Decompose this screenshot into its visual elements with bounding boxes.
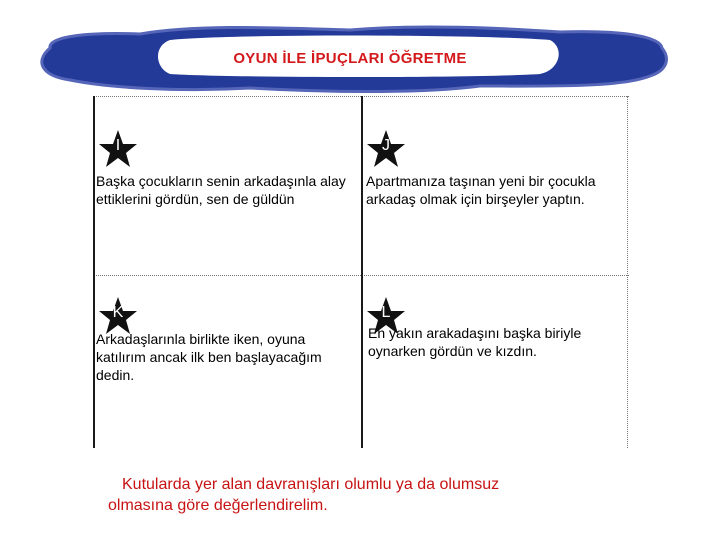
card-letter: J [382, 137, 390, 154]
card-letter: K [112, 304, 124, 321]
card-grid [93, 96, 629, 448]
card-j [363, 96, 629, 275]
page-title: OYUN İLE İPUÇLARI ÖĞRETME [233, 50, 467, 67]
card-letter: I [115, 137, 121, 154]
instruction-text [108, 474, 588, 516]
star-icon [98, 129, 138, 169]
card-text: Başka çocukların senin arkadaşınla alay ettiklerini gördün, sen de güldün [96, 173, 346, 207]
card-k [93, 276, 361, 448]
star-icon [366, 129, 406, 169]
title-banner [20, 18, 680, 98]
card-i [93, 96, 361, 275]
card-text: Arkadaşlarınla birlikte iken, oyuna katılırım ancak ilk ben başlayacağım dedin. [96, 331, 322, 383]
card-text: En yakın arakadaşını başka biriyle oynarken gördün ve kızdın. [368, 325, 582, 359]
card-text: Apartmanıza taşınan yeni bir çocukla arkadaş olmak için birşeyler yaptın. [366, 173, 596, 207]
instruction-line-2: olmasına göre değerlendirelim. [108, 497, 328, 514]
card-l [363, 276, 629, 448]
card-letter: L [381, 304, 391, 321]
instruction-line-1: Kutularda yer alan davranışları olumlu ya da olumsuz [122, 476, 500, 493]
